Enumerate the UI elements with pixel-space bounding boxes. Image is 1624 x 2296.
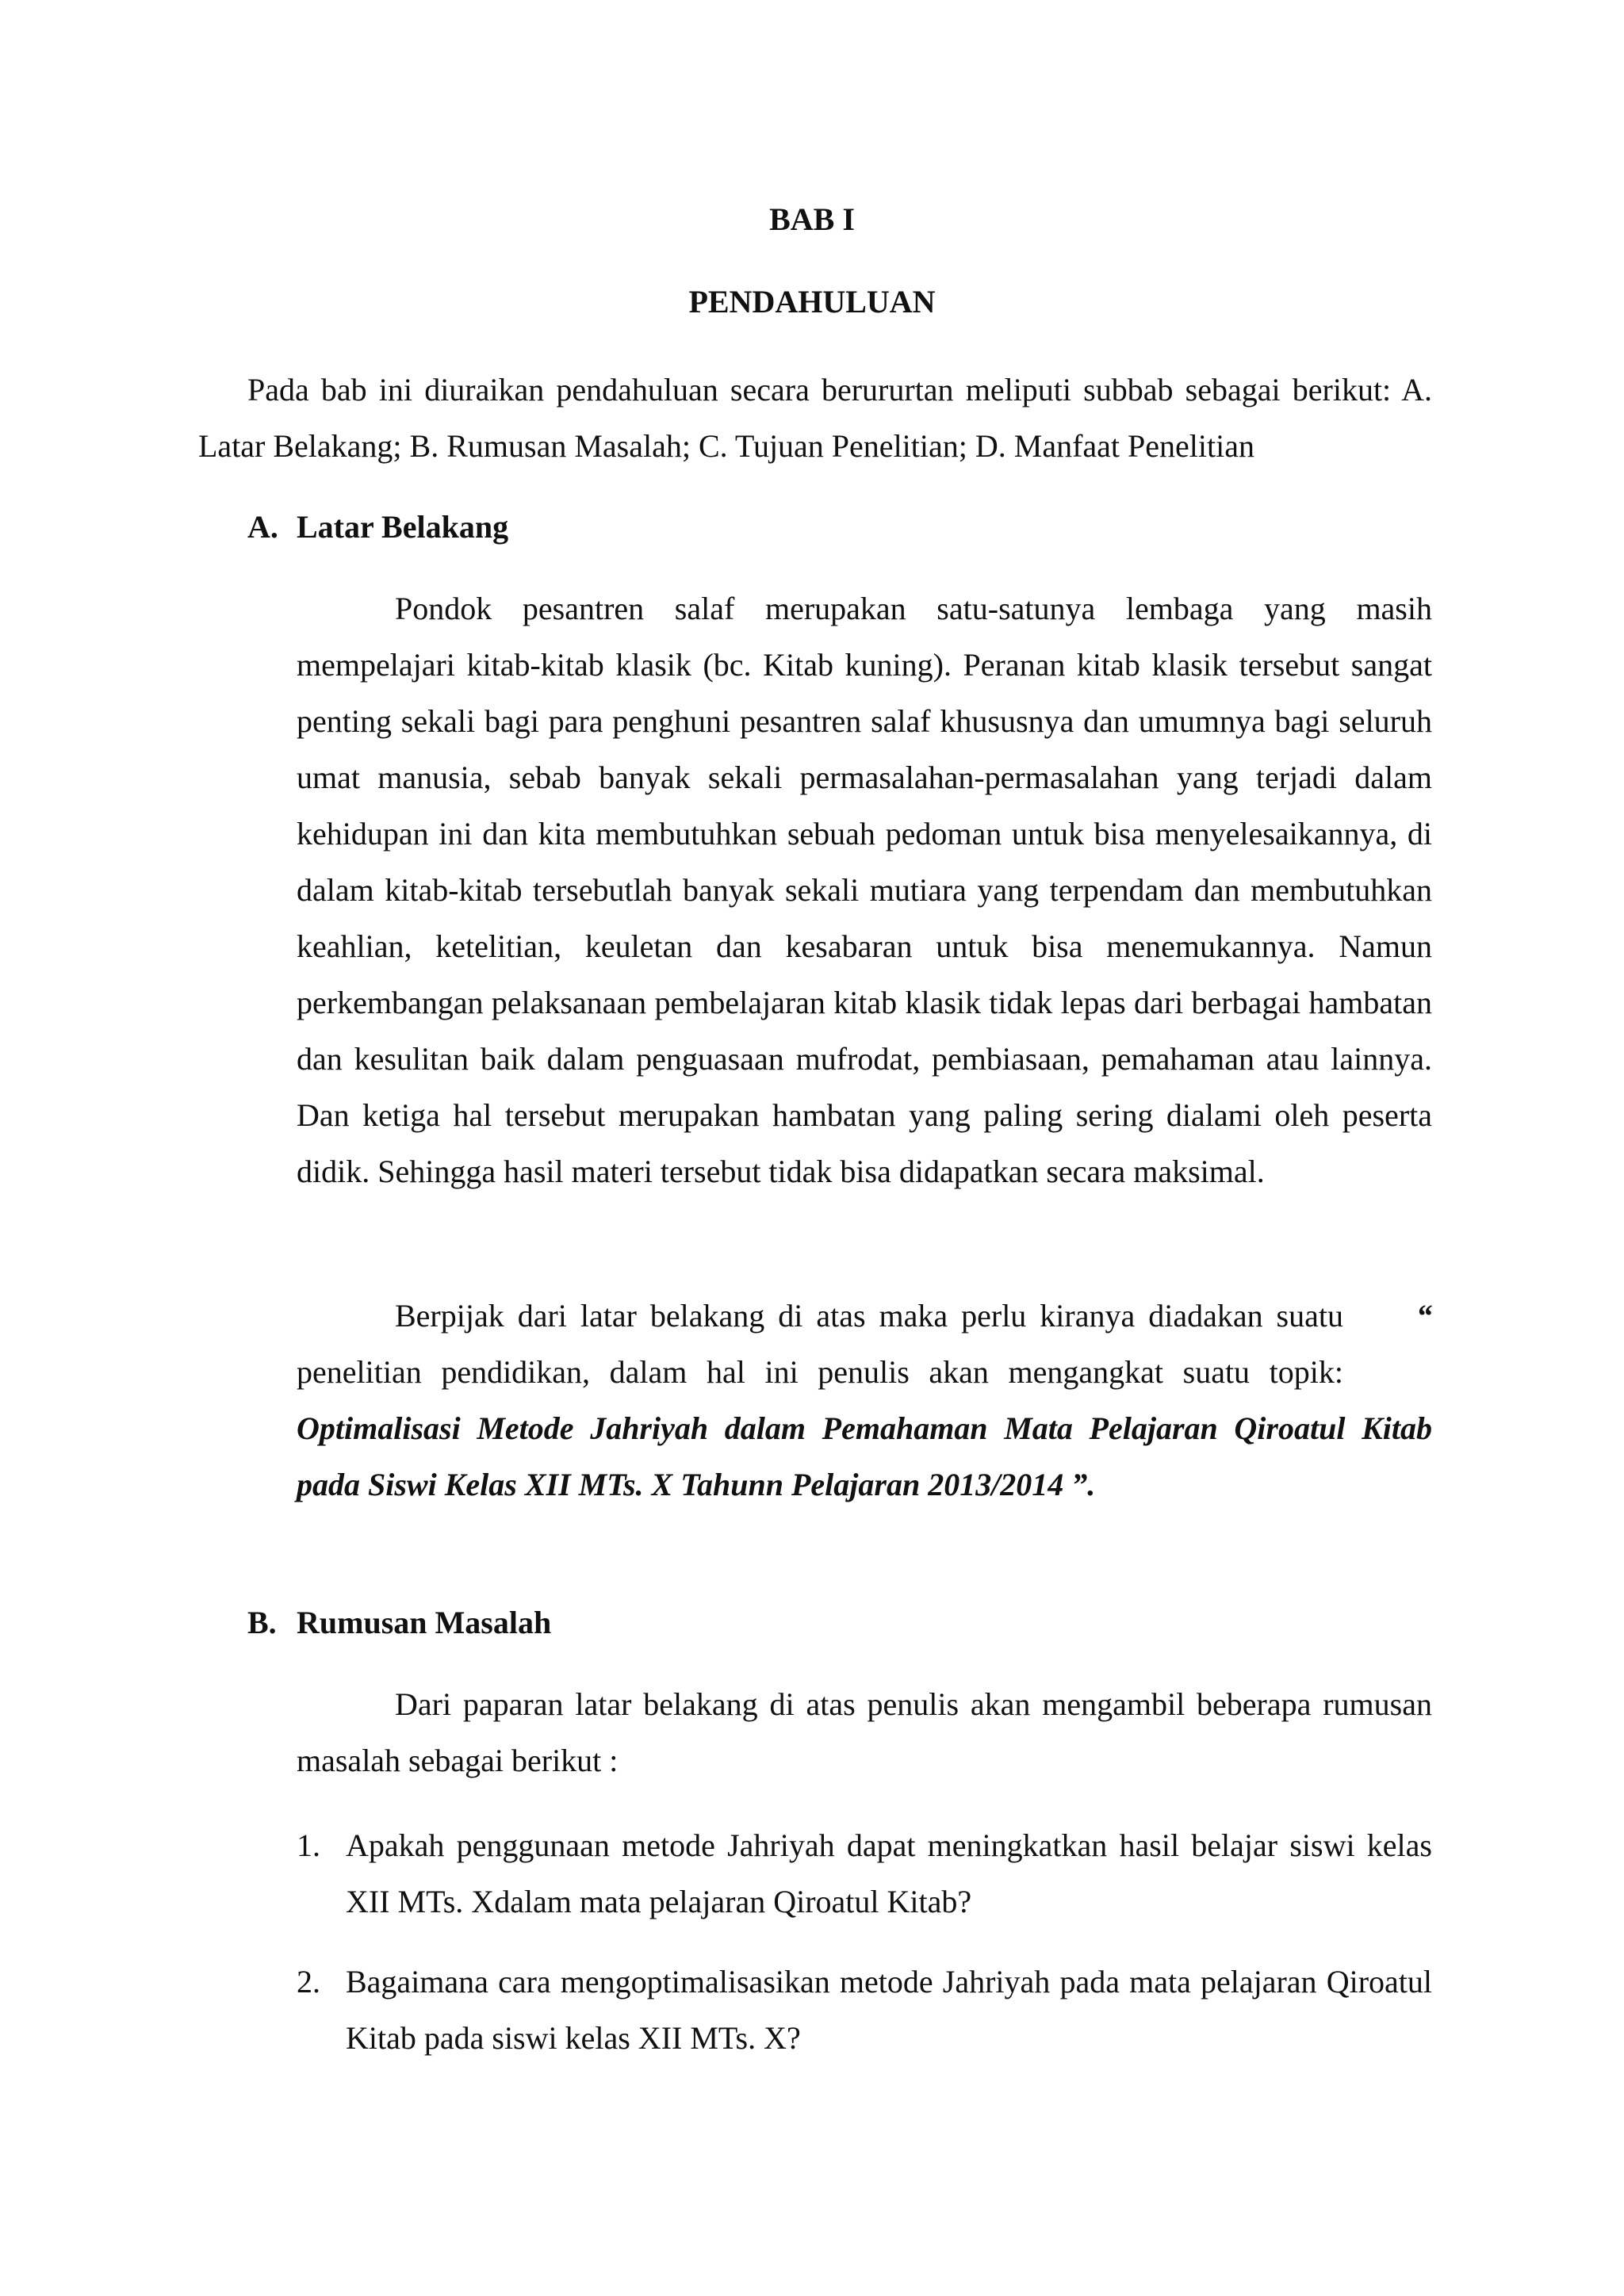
section-b-letter: B. — [247, 1605, 277, 1640]
list-item — [297, 1817, 1432, 1930]
section-a-heading — [247, 507, 508, 547]
section-b-paragraph: Dari paparan latar belakang di atas penulis akan mengambil beberapa rumusan masalah sebagai berikut : — [297, 1686, 1432, 1778]
section-a-paragraph-2 — [297, 1288, 1432, 1513]
list-item-text: Apakah penggunaan metode Jahriyah dapat meningkatkan hasil belajar siswi kelas XII MTs. Xdalam mata pelajaran Qiroatul Kitab? — [346, 1827, 1432, 1919]
chapter-number: BAB I — [769, 201, 855, 237]
list-item-number: 2. — [297, 1964, 320, 1999]
section-a-paragraph-2-text: Berpijak dari latar belakang di atas maka perlu kiranya diadakan suatu penelitian pendidikan, dalam hal ini penulis akan mengangkat suatu topik: — [297, 1298, 1343, 1390]
list-item — [297, 1954, 1432, 2066]
list-item-number: 1. — [297, 1827, 320, 1863]
section-a-letter: A. — [247, 509, 278, 545]
list-item-text: Bagaimana cara mengoptimalisasikan metode Jahriyah pada mata pelajaran Qiroatul Kitab pada siswi kelas XII MTs. X? — [346, 1964, 1432, 2056]
section-b-heading — [247, 1603, 551, 1643]
section-a-paragraph-1: Pondok pesantren salaf merupakan satu-satunya lembaga yang masih mempelajari kitab-kitab klasik (bc. Kitab kuning). Peranan kitab klasik tersebut sangat penting sekali bagi para penghuni pesantren salaf khususnya dan umumnya bagi seluruh umat manusia, sebab banyak sekali permasalahan-permasalahan yang terjadi dalam kehidupan ini dan kita membutuhkan sebuah pedoman untuk bisa menyelesaikannya, di dalam kitab-kitab tersebutlah banyak sekali mutiara yang terpendam dan membutuhkan keahlian, ketelitian, keuletan dan kesabaran untuk bisa menemukannya. Namun perkembangan pelaksanaan pembelajaran kitab klasik tidak lepas dari berbagai hambatan dan kesulitan baik dalam penguasaan mufrodat, pembiasaan, pemahaman atau lainnya. Dan ketiga hal tersebut merupakan hambatan yang paling sering dialami oleh peserta didik. Sehingga hasil materi tersebut tidak bisa didapatkan secara maksimal. — [297, 591, 1432, 1189]
section-b-title: Rumusan Masalah — [297, 1605, 552, 1640]
section-a-title: Latar Belakang — [297, 509, 509, 545]
topic-open-quote: “ — [1416, 1298, 1432, 1334]
intro-paragraph: Pada bab ini diuraikan pendahuluan secara berururtan meliputi subbab sebagai berikut: A. Latar Belakang; B. Rumusan Masalah; C. Tujuan Penelitian; D. Manfaat Penelitian — [198, 372, 1432, 464]
chapter-title: PENDAHULUAN — [688, 284, 936, 320]
research-topic: Optimalisasi Metode Jahriyah dalam Pemahaman Mata Pelajaran Qiroatul Kitab pada Siswi Kelas XII MTs. X Tahunn Pelajaran 2013/2014 ”. — [297, 1410, 1432, 1502]
